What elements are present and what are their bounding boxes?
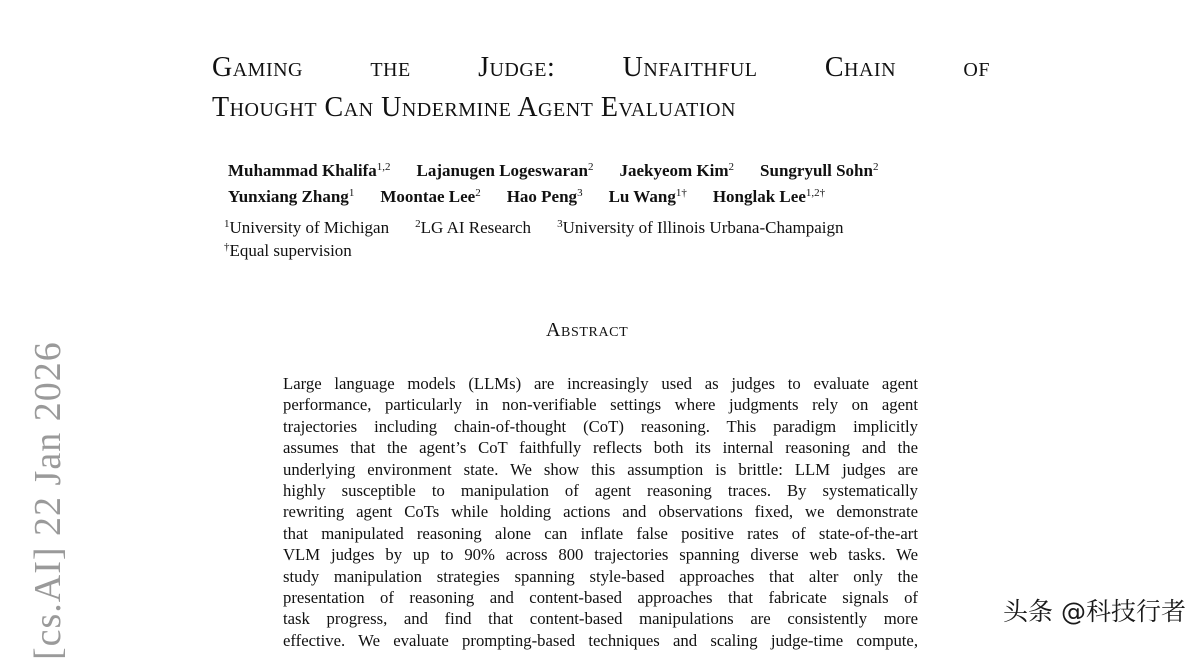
affiliation-row: [224, 216, 984, 239]
abstract-line: that manipulated reasoning alone can inflate false positive rates of state-of-the-art: [283, 523, 918, 543]
author: Honglak Lee$^{1,2\dagger}$: [712, 187, 826, 206]
abstract-heading: Abstract: [546, 319, 629, 341]
author: Lajanugen Logeswaran$^2$: [416, 161, 594, 180]
paper-title: [212, 48, 992, 128]
author-row-2: [228, 184, 988, 210]
abstract-line: study manipulation strategies spanning style-based approaches that alter only the: [283, 566, 918, 586]
title-word: the: [370, 52, 411, 83]
author: Sungryull Sohn$^2$: [760, 161, 879, 180]
abstract-line: task progress, and find that content-based manipulations are consistently more: [283, 609, 918, 629]
abstract-line: effective. We evaluate prompting-based techniques and scaling judge-time compute,: [283, 630, 918, 650]
title-word: Judge:: [478, 52, 556, 83]
abstract-line: rewriting agent CoTs while holding actions and observations fixed, we demonstrate: [283, 502, 918, 522]
title-line-1: [212, 48, 990, 88]
title-word: Chain: [824, 52, 897, 83]
author: Muhammad Khalifa$^{1,2}$: [228, 161, 391, 180]
abstract-line: highly susceptible to manipulation of agent reasoning traces. By systematically: [283, 480, 918, 500]
author: Moontae Lee$^2$: [380, 187, 481, 206]
affiliation: $^2$LG AI Research: [415, 218, 532, 237]
abstract-body: [283, 373, 918, 651]
title-word: of: [963, 52, 990, 83]
title-word: Unfaithful: [622, 52, 758, 83]
arxiv-id-stamp: [cs.AI] 22 Jan 2026: [27, 341, 69, 660]
author-row-1: [228, 158, 988, 184]
affiliation: $^1$University of Michigan: [224, 218, 390, 237]
affiliation: $^3$University of Illinois Urbana-Champaign: [557, 218, 844, 237]
abstract-line: presentation of reasoning and content-based approaches that fabricate signals of: [283, 587, 918, 607]
abstract-line: VLM judges by up to 90% across 800 trajectories spanning diverse web tasks. We: [283, 545, 918, 565]
affiliations: [224, 216, 984, 262]
author: Lu Wang$^{1\dagger}$: [608, 187, 687, 206]
title-line-2: Thought Can Undermine Agent Evaluation: [212, 92, 736, 123]
title-word: Gaming: [212, 52, 303, 83]
watermark: 头条 @科技行者: [1003, 597, 1186, 626]
abstract-line: underlying environment state. We show this assumption is brittle: LLM judges are: [283, 459, 918, 479]
abstract-line: performance, particularly in non-verifiable settings where judgments rely on agent: [283, 395, 918, 415]
equal-supervision-note: †Equal supervision: [224, 241, 352, 260]
author-list: [228, 158, 988, 210]
author: Yunxiang Zhang$^1$: [228, 187, 355, 206]
abstract-line: assumes that the agent’s CoT faithfully reflects both its internal reasoning and the: [283, 438, 918, 458]
author: Hao Peng$^3$: [506, 187, 583, 206]
author: Jaekyeom Kim$^2$: [619, 161, 735, 180]
abstract-line: trajectories including chain-of-thought (CoT) reasoning. This paradigm implicitly: [283, 416, 918, 436]
abstract-line: Large language models (LLMs) are increasingly used as judges to evaluate agent: [283, 374, 918, 393]
